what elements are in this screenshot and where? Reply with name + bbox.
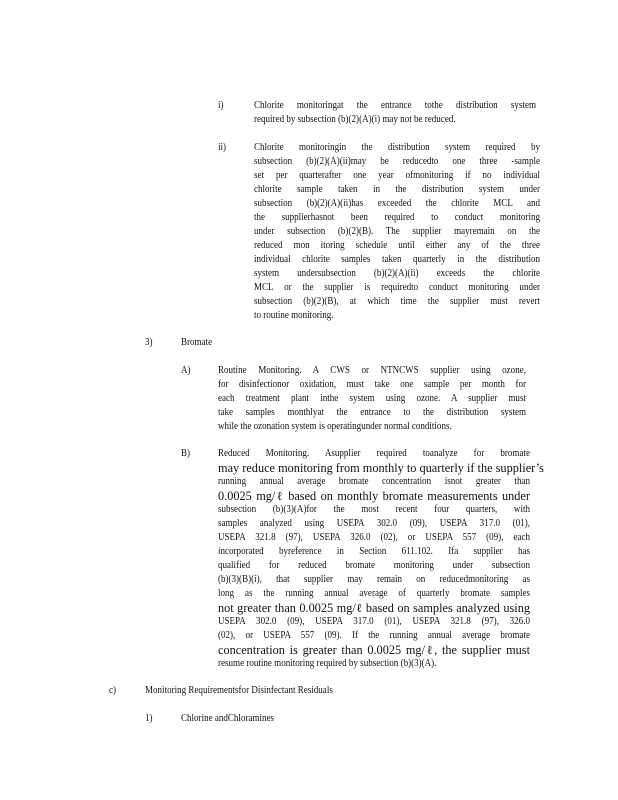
paragraph-line: (02), or USEPA 557 (09). If the running annual average bromate xyxy=(218,630,530,641)
paragraph-line: take samples monthlyat the entrance to the distribution system xyxy=(218,407,526,418)
item-label-ii: ii) xyxy=(218,142,227,153)
sub-title-chlorine: Chlorine andChloramines xyxy=(181,713,275,724)
paragraph-line: system undersubsection (b)(2)(A)(ii) exceeds the chlorite xyxy=(254,268,540,279)
paragraph-line: subsection (b)(2)(B), at which time the supplier must revert xyxy=(254,296,540,307)
paragraph-line: subsection (b)(2)(A)(ii)may be reducedto one three -sample xyxy=(254,156,540,167)
paragraph-line: required by subsection (b)(2)(A)(i) may not be reduced. xyxy=(254,114,456,125)
paragraph-line: 0.0025 mg/ℓ based on monthly bromate measurements under xyxy=(218,489,530,503)
section-title-bromate: Bromate xyxy=(181,337,213,348)
paragraph-line: individual chlorite samples taken quarterly in the distribution xyxy=(254,254,540,265)
paragraph-line: samples analyzed using USEPA 302.0 (09), USEPA 317.0 (01), xyxy=(218,518,530,529)
paragraph-line: the supplierhasnot been required to conduct monitoring xyxy=(254,212,540,223)
item-label-A: A) xyxy=(181,365,191,376)
paragraph-line: Chlorite monitoringin the distribution system required by xyxy=(254,142,540,153)
paragraph-line: for disinfectionor oxidation, must take one sample per month for xyxy=(218,379,526,390)
paragraph-line: running annual average bromate concentration isnot greater than xyxy=(218,476,530,487)
paragraph-line: to routine monitoring. xyxy=(254,310,334,321)
sub-label-1: 1) xyxy=(145,713,153,724)
paragraph-line: long as the running annual average of quarterly bromate samples xyxy=(218,588,530,599)
paragraph-line: set per quarterafter one year ofmonitoring if no individual xyxy=(254,170,540,181)
paragraph-line: under subsection (b)(2)(B). The supplier mayremain on the xyxy=(254,226,540,237)
item-text-ii xyxy=(254,141,587,323)
paragraph-line: USEPA 302.0 (09), USEPA 317.0 (01), USEPA 321.8 (97), 326.0 xyxy=(218,616,530,627)
paragraph-line: Reduced Monitoring. Asupplier required toanalyze for bromate xyxy=(218,448,530,459)
paragraph-line: may reduce monitoring from monthly to quarterly if the supplier’s xyxy=(218,461,544,475)
paragraph-line: reduced mon itoring schedule until either any of the three xyxy=(254,240,540,251)
paragraph-line: chlorite sample taken in the distribution system under xyxy=(254,184,540,195)
paragraph-line: Routine Monitoring. A CWS or NTNCWS supplier using ozone, xyxy=(218,365,526,376)
paragraph-line: concentration is greater than 0.0025 mg/ℓ, the supplier must xyxy=(218,643,530,657)
item-label-B: B) xyxy=(181,448,191,459)
paragraph-line: incorporated byreference in Section 611.102. Ifa supplier has xyxy=(218,546,530,557)
item-text-B xyxy=(218,447,581,671)
paragraph-line: each treatment plant inthe system using ozone. A supplier must xyxy=(218,393,526,404)
paragraph-line: subsection (b)(2)(A)(ii)has exceeded the chlorite MCL and xyxy=(254,198,540,209)
section-label-3: 3) xyxy=(145,337,153,348)
item-label-i: i) xyxy=(218,100,224,111)
paragraph-line: resume routine monitoring required by subsection (b)(3)(A). xyxy=(218,658,437,669)
item-text-i xyxy=(254,99,582,127)
paragraph-line: (b)(3)(B)(i), that supplier may remain on reducedmonitoring as xyxy=(218,574,530,585)
paragraph-line: MCL or the supplier is requiredto conduct monitoring under xyxy=(254,282,540,293)
paragraph-line: not greater than 0.0025 mg/ℓ based on samples analyzed using xyxy=(218,601,530,615)
section-label-c: c) xyxy=(109,685,117,696)
section-title-c: Monitoring Requirementsfor Disinfectant Residuals xyxy=(145,685,333,696)
paragraph-line: USEPA 321.8 (97), USEPA 326.0 (02), or USEPA 557 (09), each xyxy=(218,532,530,543)
item-text-A xyxy=(218,364,576,434)
paragraph-line: while the ozonation system is operatingunder normal conditions. xyxy=(218,421,452,432)
paragraph-line: qualified for reduced bromate monitoring under subsection xyxy=(218,560,530,571)
paragraph-line: Chlorite monitoringat the entrance tothe distribution system xyxy=(254,100,536,111)
paragraph-line: subsection (b)(3)(A)for the most recent four quarters, with xyxy=(218,504,530,515)
